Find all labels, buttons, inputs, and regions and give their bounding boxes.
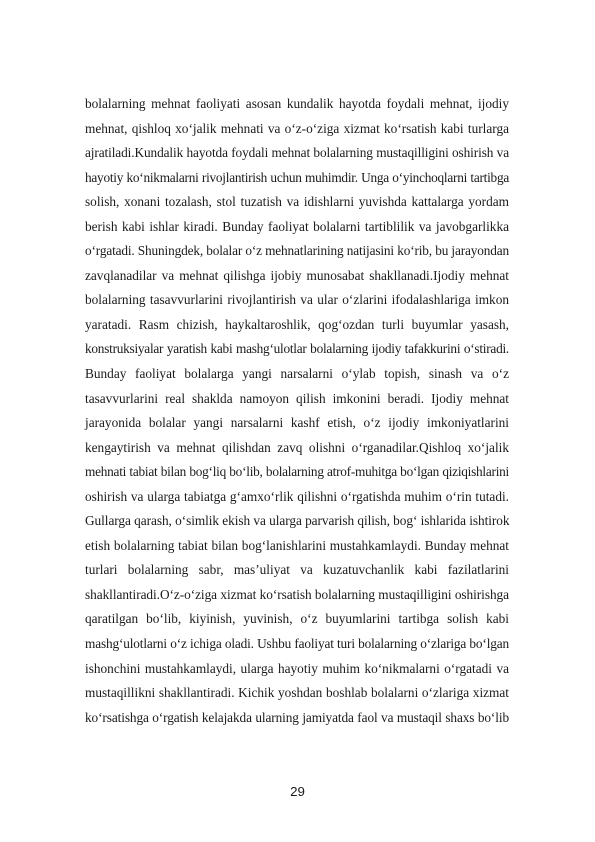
body-paragraph <box>85 92 509 730</box>
text-line: mashg‘ulotlarni o‘z ichiga oladi. Ushbu faoliyat turi bolalarning o‘zlariga bo‘lgan <box>85 636 509 652</box>
text-line: shakllantiradi.O‘z-o‘ziga xizmat ko‘rsatish bolalarning mustaqilligini oshirishga <box>85 586 509 602</box>
page-number: 29 <box>290 784 305 799</box>
text-line: berish kabi ishlar kiradi. Bunday faoliyat bolalarni tartiblilik va javobgarlikka <box>85 218 509 234</box>
text-line: konstruksiyalar yaratish kabi mashg‘ulotlar bolalarning ijodiy tafakkurini o‘stiradi. <box>85 341 509 357</box>
text-line: mustaqillikni shakllantiradi. Kichik yoshdan boshlab bolalarni o‘zlariga xizmat <box>85 685 509 701</box>
text-line: bolalarning tasavvurlarini rivojlantirish va ular o‘zlarini ifodalashlariga imkon <box>85 292 509 308</box>
text-line: bolalarning mehnat faoliyati asosan kundalik hayotda foydali mehnat, ijodiy <box>85 96 509 111</box>
text-line: o‘rgatadi. Shuningdek, bolalar o‘z mehnatlarining natijasini ko‘rib, bu jarayondan <box>85 243 509 259</box>
text-line: ajratiladi.Kundalik hayotda foydali mehnat bolalarning mustaqilligini oshirish va <box>85 145 509 161</box>
text-line: qaratilgan bo‘lib, kiyinish, yuvinish, o‘z buyumlarini tartibga solish kabi <box>85 611 509 627</box>
text-line: jarayonida bolalar yangi narsalarni kashf etish, o‘z ijodiy imkoniyatlarini <box>85 415 509 431</box>
text-line: kengaytirish va mehnat qilishdan zavq olishni o‘rganadilar.Qishloq xo‘jalik <box>85 439 509 455</box>
text-line: Gullarga qarash, o‘simlik ekish va ularga parvarish qilish, bog‘ ishlarida ishtirok <box>85 513 510 529</box>
text-line: etish bolalarning tabiat bilan bog‘lanishlarini mustahkamlaydi. Bunday mehnat <box>85 537 509 553</box>
text-line: solish, xonani tozalash, stol tuzatish va idishlarni yuvishda kattalarga yordam <box>85 194 509 210</box>
text-line: ishonchini mustahkamlaydi, ularga hayotiy muhim ko‘nikmalarni o‘rgatadi va <box>85 660 509 676</box>
text-line: mehnat, qishloq xo‘jalik mehnati va o‘z-o‘ziga xizmat ko‘rsatish kabi turlarga <box>85 120 509 136</box>
text-line: turlari bolalarning sabr, mas’uliyat va kuzatuvchanlik kabi fazilatlarini <box>85 562 509 578</box>
text-line: oshirish va ularga tabiatga g‘amxo‘rlik qilishni o‘rgatishda muhim o‘rin tutadi. <box>85 488 509 504</box>
text-line: mehnati tabiat bilan bog‘liq bo‘lib, bolalarning atrof-muhitga bo‘lgan qiziqishlarini <box>85 464 509 480</box>
text-line: zavqlanadilar va mehnat qilishga ijobiy munosabat shakllanadi.Ijodiy mehnat <box>85 267 509 283</box>
text-line: yaratadi. Rasm chizish, haykaltaroshlik, qog‘ozdan turli buyumlar yasash, <box>85 316 509 332</box>
text-line: Bunday faoliyat bolalarga yangi narsalarni o‘ylab topish, sinash va o‘z <box>85 366 509 382</box>
text-line: ko‘rsatishga o‘rgatish kelajakda ularning jamiyatda faol va mustaqil shaxs bo‘lib <box>85 709 509 725</box>
text-line: hayotiy ko‘nikmalarni rivojlantirish uchun muhimdir. Unga o‘yinchoqlarni tartibga <box>85 169 509 185</box>
text-line: tasavvurlarini real shaklda namoyon qilish imkonini beradi. Ijodiy mehnat <box>85 390 509 406</box>
